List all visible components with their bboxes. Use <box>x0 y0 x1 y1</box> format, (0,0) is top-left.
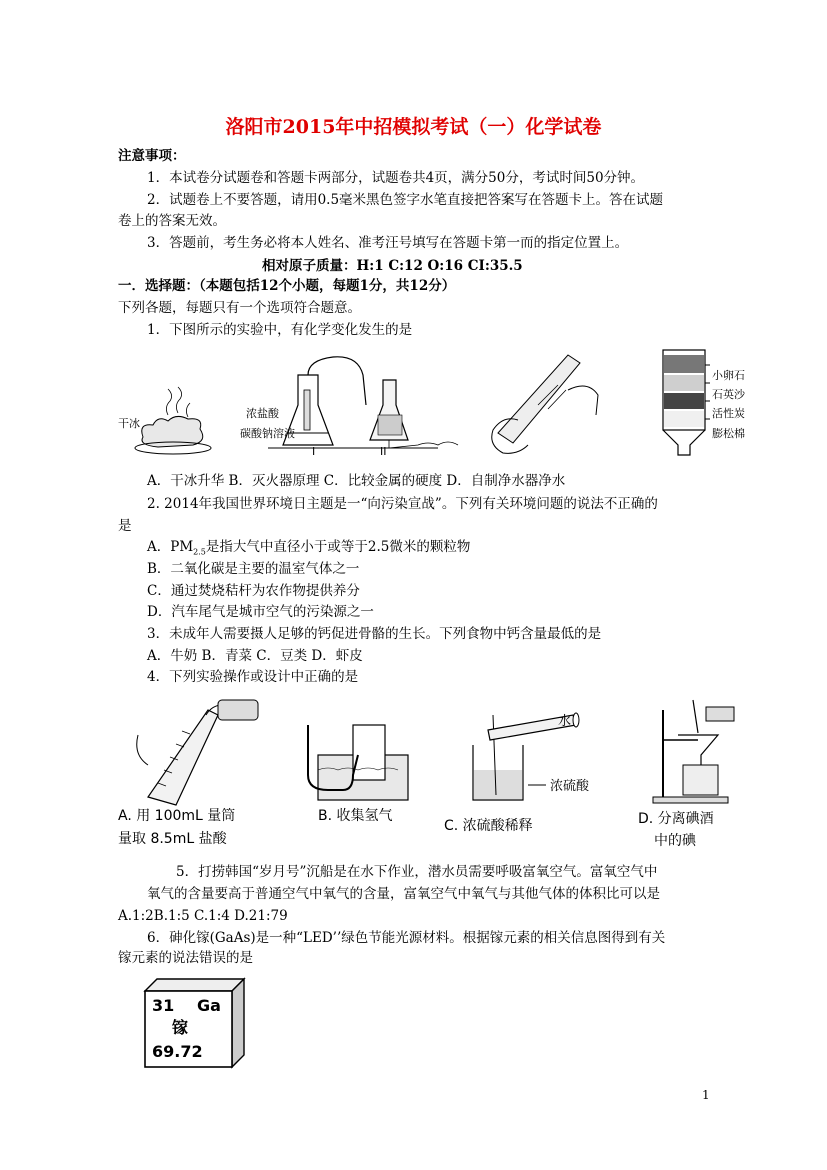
q1-options: A．干冰升华 B．灭火器原理 C．比较金属的硬度 D．自制净水器净水 <box>147 473 566 489</box>
filtration-figure <box>653 700 734 803</box>
notes-heading: 注意事项： <box>118 148 186 164</box>
q6-line-1: 6．砷化镓(GaAs)是一种“LED’’绿色节能光源材料。根据镓元素的相关信息图得到有关 <box>147 930 666 946</box>
q6-line-2: 镓元素的说法错误的是 <box>118 950 253 966</box>
q2-stem-2: 是 <box>118 518 132 534</box>
water-purifier-figure <box>663 350 710 455</box>
caption-a-1: A. 用 100mL 量筒 <box>118 808 236 824</box>
label-carbon: 活性炭 <box>712 407 745 420</box>
note-3: 3．答题前，考生务必将本人姓名、准考汪号填写在答题卡第一而的指定位置上。 <box>147 235 629 251</box>
label-roman1: I <box>312 445 316 458</box>
caption-a-2: 量取 8.5mL 盐酸 <box>118 831 227 847</box>
label-sand: 石英沙 <box>712 388 745 401</box>
label-na2co3: 碳酸钠溶液 <box>240 427 295 440</box>
label-pebble: 小卵石 <box>712 369 745 382</box>
q2-stem-1: 2. 2014年我国世界环境日主题是一“向污染宣战”。下列有关环境问题的说法不正确的 <box>147 496 658 512</box>
element-name: 镓 <box>172 1018 189 1037</box>
extinguisher-figure <box>268 357 458 448</box>
collect-gas-figure <box>308 725 408 800</box>
element-symbol: Ga <box>197 996 221 1015</box>
label-water: 水 <box>558 714 572 729</box>
label-dry-ice: 干冰 <box>118 417 140 430</box>
cylinder-figure <box>137 700 258 805</box>
note-2: 2．试题卷上不要答题，请用0.5毫米黑色签字水笔直接把答案写在答题卡上。答在试题 <box>147 192 664 208</box>
dry-ice-figure <box>135 387 211 454</box>
q1-stem: 1．下图所示的实验中，有化学变化发生的是 <box>147 322 413 338</box>
q2-option-d: D．汽车尾气是城市空气的污染源之一 <box>147 604 374 620</box>
section1-heading: 一．选择题：（本题包括12个小题，每题1分，共12分） <box>118 278 456 294</box>
q5-line-2: 氧气的含量要高于普通空气中氧气的含量，富氧空气中氧气与其他气体的体积比可以是 <box>147 886 660 902</box>
element-card <box>142 977 247 1069</box>
q5-options: A.1:2B.1:5 C.1:4 D.21:79 <box>118 908 288 924</box>
section1-instruction: 下列各题，每题只有一个选项符合题意。 <box>118 300 361 316</box>
q2-option-c: C．通过焚烧秸杆为农作物提供养分 <box>147 583 360 599</box>
q3-options: A．牛奶 B．青菜 C．豆类 D．虾皮 <box>147 648 363 664</box>
label-acid: 浓硫酸 <box>550 779 590 794</box>
caption-b: B. 收集氢气 <box>318 808 393 824</box>
label-hcl: 浓盐酸 <box>246 407 279 420</box>
q2-option-b: B．二氧化碳是主要的温室气体之一 <box>147 561 360 577</box>
note-1: 1．本试卷分试题卷和答题卡两部分，试题卷共4页，满分50分，考试时间50分钟。 <box>147 170 645 186</box>
element-number: 31 <box>152 996 175 1015</box>
metal-hardness-figure <box>492 355 598 453</box>
caption-d-2: 中的碘 <box>654 833 696 849</box>
page-number: 1 <box>702 1088 710 1102</box>
q4-stem: 4．下列实验操作或设计中正确的是 <box>147 669 359 685</box>
caption-d-1: D. 分离碘酒 <box>638 811 714 827</box>
label-roman2: II <box>380 445 387 458</box>
exam-title: 洛阳市2015年中招模拟考试（一）化学试卷 <box>225 116 602 138</box>
q5-line-1: 5．打捞韩国“岁月号”沉船是在水下作业，潜水员需要呼吸富氧空气。富氧空气中 <box>176 864 658 880</box>
note-2-cont: 卷上的答案无效。 <box>118 213 226 229</box>
q2-option-a: A．$PM_{2.5}$是指大气中直径小于或等于2.5微米的颗粒物 <box>147 539 471 557</box>
label-cotton: 膨松棉 <box>712 427 745 440</box>
atomic-mass: 相对原子质量：H:1 C:12 O:16 CI:35.5 <box>262 258 523 274</box>
element-mass: 69.72 <box>152 1042 203 1061</box>
q1-figure <box>118 345 758 465</box>
q3-stem: 3．未成年人需要摄人足够的钙促进骨骼的生长。下列食物中钙含量最低的是 <box>147 626 602 642</box>
caption-c: C. 浓硫酸稀释 <box>444 818 533 834</box>
q4-figure <box>118 695 768 855</box>
